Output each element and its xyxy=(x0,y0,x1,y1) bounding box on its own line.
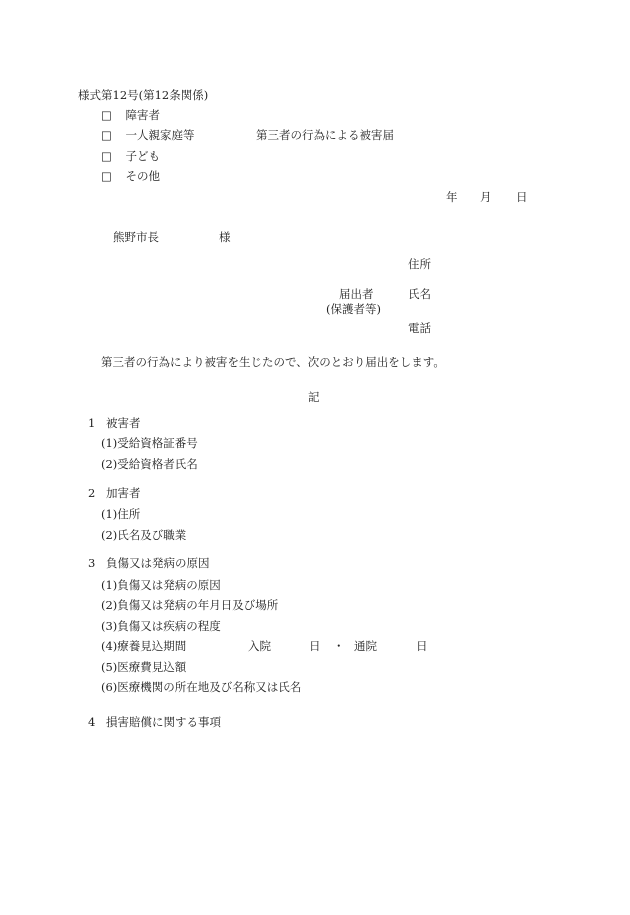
section-title: 被害者 xyxy=(106,416,141,430)
date-month: 月 xyxy=(480,190,492,204)
category-label: 一人親家庭等 xyxy=(125,128,195,142)
section-item: (3)負傷又は疾病の程度 xyxy=(101,619,221,633)
date-year: 年 xyxy=(446,190,458,204)
checkbox[interactable]: □ xyxy=(101,108,112,122)
checkbox[interactable]: □ xyxy=(101,169,112,183)
section-number: 1 xyxy=(88,416,96,430)
section-item: (6)医療機関の所在地及び名称又は氏名 xyxy=(101,680,302,694)
date-day: 日 xyxy=(516,190,528,204)
address-label: 住所 xyxy=(408,257,431,271)
notifier-role-note: (保護者等) xyxy=(326,302,381,316)
category-label: その他 xyxy=(125,169,161,183)
category-item-disabled xyxy=(101,108,160,122)
intro-text: 第三者の行為により被害を生じたので、次のとおり届出をします。 xyxy=(101,355,445,369)
form-title: 第三者の行為による被害届 xyxy=(256,128,394,142)
name-label: 氏名 xyxy=(408,287,431,301)
checkbox[interactable]: □ xyxy=(101,128,112,142)
section-number: 4 xyxy=(88,715,96,729)
treatment-separator: ・ xyxy=(333,639,345,653)
category-item-other xyxy=(101,169,160,183)
category-item-single-parent xyxy=(101,128,195,142)
section-item: (1)受給資格証番号 xyxy=(101,436,198,450)
category-item-child xyxy=(101,149,160,163)
treatment-day: 日 xyxy=(309,639,321,653)
section-number: 3 xyxy=(88,556,96,570)
treatment-outpatient: 通院 xyxy=(354,639,377,653)
category-label: 障害者 xyxy=(125,108,161,122)
notifier-role: 届出者 xyxy=(339,287,374,301)
addressee-name: 熊野市長 xyxy=(113,230,159,244)
category-label: 子ども xyxy=(125,149,161,163)
checkbox[interactable]: □ xyxy=(101,149,112,163)
section-title: 加害者 xyxy=(106,486,141,500)
section-item: (1)負傷又は発病の原因 xyxy=(101,578,221,592)
section-item: (2)受給資格者氏名 xyxy=(101,457,198,471)
phone-label: 電話 xyxy=(408,321,431,335)
ki-heading: 記 xyxy=(308,390,320,404)
section-title: 損害賠償に関する事項 xyxy=(106,715,221,729)
form-number: 様式第12号(第12条関係) xyxy=(78,88,209,102)
treatment-day: 日 xyxy=(416,639,428,653)
section-title: 負傷又は発病の原因 xyxy=(106,556,210,570)
section-item: (1)住所 xyxy=(101,507,141,521)
treatment-inpatient: 入院 xyxy=(248,639,271,653)
section-item: (2)氏名及び職業 xyxy=(101,528,187,542)
section-item: (5)医療費見込額 xyxy=(101,660,187,674)
section-item: (4)療養見込期間 xyxy=(101,639,187,653)
section-item: (2)負傷又は発病の年月日及び場所 xyxy=(101,598,279,612)
section-number: 2 xyxy=(88,486,96,500)
addressee-honorific: 様 xyxy=(219,230,231,244)
